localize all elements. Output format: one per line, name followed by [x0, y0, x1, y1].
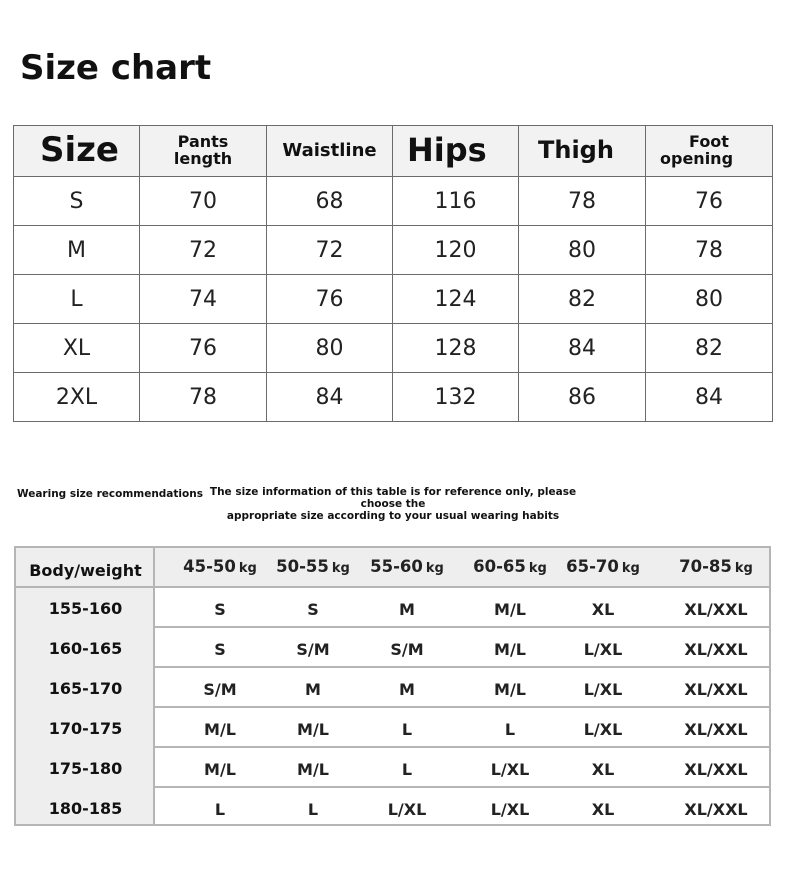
header-weight-range [263, 557, 363, 576]
weight-unit: kg [734, 561, 753, 576]
recommended-size: S/M [296, 640, 330, 659]
size-table [13, 125, 773, 422]
reference-note-line2: appropriate size according to your usual wearing habits [226, 510, 560, 522]
header-pants-length-line2: length [173, 149, 233, 168]
recommended-size: XL [591, 600, 615, 619]
table-row [14, 373, 773, 422]
recommended-size: M/L [204, 720, 236, 739]
table-cell: 80 [267, 324, 393, 373]
recommended-size: M/L [204, 760, 236, 779]
header-weight-range [357, 557, 457, 576]
header-weight-range [170, 557, 270, 576]
height-range: 160-165 [48, 639, 123, 658]
table-cell: 84 [267, 373, 393, 422]
row-divider [16, 586, 769, 588]
recommended-size: L/XL [583, 680, 623, 699]
recommended-size: XL/XXL [684, 800, 748, 819]
table-row [14, 275, 773, 324]
weight-unit: kg [331, 561, 350, 576]
header-body-weight: Body/weight [29, 561, 142, 580]
row-divider [155, 706, 769, 708]
recommended-size: L/XL [583, 720, 623, 739]
header-pants-length [140, 126, 267, 177]
table-row [14, 226, 773, 275]
recommended-size: L [401, 760, 413, 779]
height-range: 165-170 [48, 679, 123, 698]
table-row [14, 177, 773, 226]
table-cell: 84 [519, 324, 646, 373]
recommended-size: M/L [494, 680, 526, 699]
row-divider [155, 786, 769, 788]
recommended-size: M/L [297, 720, 329, 739]
recommended-size: L/XL [583, 640, 623, 659]
header-weight-range [666, 557, 766, 576]
recommended-size: S [307, 600, 319, 619]
table-row [14, 324, 773, 373]
recommended-size: XL/XXL [684, 600, 748, 619]
row-divider [155, 666, 769, 668]
recommendation-label: Wearing size recommendations [17, 488, 203, 500]
table-cell: 76 [267, 275, 393, 324]
height-range: 175-180 [48, 759, 123, 778]
recommended-size: M [305, 680, 321, 699]
height-range: 180-185 [48, 799, 123, 818]
table-cell: 70 [140, 177, 267, 226]
table-cell: 80 [519, 226, 646, 275]
size-label: XL [14, 324, 140, 373]
reference-note-line1: The size information of this table is for reference only, please choose the [209, 486, 577, 510]
weight-range-value: 45-50 [183, 557, 236, 576]
recommended-size: L [214, 800, 226, 819]
header-size: Size [14, 126, 140, 177]
recommended-size: S/M [390, 640, 424, 659]
table-cell: 78 [519, 177, 646, 226]
recommended-size: XL/XXL [684, 760, 748, 779]
row-divider [155, 626, 769, 628]
header-foot-opening [646, 126, 773, 177]
recommended-size: S [214, 640, 226, 659]
table-cell: 68 [267, 177, 393, 226]
weight-range-value: 55-60 [370, 557, 423, 576]
header-waistline: Waistline [267, 126, 393, 177]
table-cell: 78 [646, 226, 773, 275]
recommended-size: M [399, 600, 415, 619]
table-cell: 74 [140, 275, 267, 324]
weight-unit: kg [621, 561, 640, 576]
table-cell: 84 [646, 373, 773, 422]
recommended-size: XL/XXL [684, 640, 748, 659]
weight-unit: kg [425, 561, 444, 576]
weight-range-value: 65-70 [566, 557, 619, 576]
header-pants-length-line1: Pants [177, 132, 229, 152]
header-thigh: Thigh [519, 126, 646, 177]
recommended-size: M/L [494, 600, 526, 619]
weight-range-value: 60-65 [473, 557, 526, 576]
height-range: 155-160 [48, 599, 123, 618]
recommended-size: M/L [494, 640, 526, 659]
table-cell: 82 [646, 324, 773, 373]
table-cell: 116 [393, 177, 519, 226]
recommended-size: XL [591, 800, 615, 819]
weight-range-value: 70-85 [679, 557, 732, 576]
header-weight-range [460, 557, 560, 576]
recommendation-table [14, 546, 771, 826]
weight-unit: kg [528, 561, 547, 576]
size-table-header [14, 126, 773, 177]
recommended-size: M/L [297, 760, 329, 779]
recommended-size: XL/XXL [684, 680, 748, 699]
row-divider [155, 746, 769, 748]
recommended-size: L/XL [387, 800, 427, 819]
recommended-size: XL [591, 760, 615, 779]
reference-note [197, 486, 589, 522]
table-cell: 72 [267, 226, 393, 275]
recommended-size: XL/XXL [684, 720, 748, 739]
header-weight-range [553, 557, 653, 576]
table-cell: 76 [140, 324, 267, 373]
table-cell: 78 [140, 373, 267, 422]
table-cell: 72 [140, 226, 267, 275]
size-label: S [14, 177, 140, 226]
table-cell: 132 [393, 373, 519, 422]
table-cell: 86 [519, 373, 646, 422]
height-range: 170-175 [48, 719, 123, 738]
recommended-size: L [307, 800, 319, 819]
size-label: L [14, 275, 140, 324]
table-cell: 124 [393, 275, 519, 324]
recommended-size: S/M [203, 680, 237, 699]
table-cell: 80 [646, 275, 773, 324]
recommended-size: M [399, 680, 415, 699]
header-hips: Hips [393, 126, 519, 177]
table-cell: 82 [519, 275, 646, 324]
recommended-size: S [214, 600, 226, 619]
header-foot-opening-line1: Foot [689, 132, 729, 152]
size-label: 2XL [14, 373, 140, 422]
recommended-size: L [401, 720, 413, 739]
recommended-size: L/XL [490, 760, 530, 779]
header-foot-opening-line2: opening [660, 149, 734, 168]
table-cell: 76 [646, 177, 773, 226]
table-cell: 128 [393, 324, 519, 373]
table-cell: 120 [393, 226, 519, 275]
page-title: Size chart [20, 48, 212, 88]
recommended-size: L [504, 720, 516, 739]
recommended-size: L/XL [490, 800, 530, 819]
weight-range-value: 50-55 [276, 557, 329, 576]
size-label: M [14, 226, 140, 275]
weight-unit: kg [238, 561, 257, 576]
